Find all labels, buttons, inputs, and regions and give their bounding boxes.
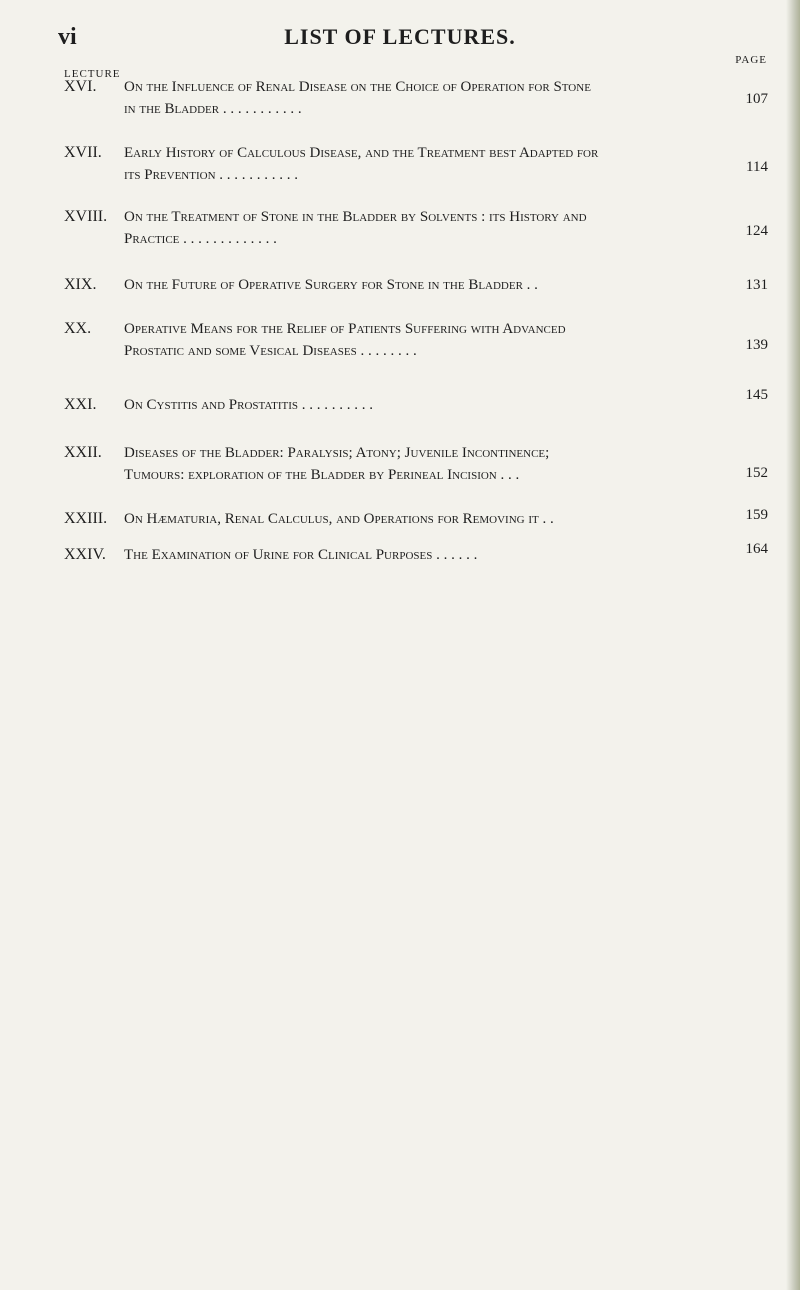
toc-entry: [64, 541, 776, 566]
page-folio: vi: [58, 24, 77, 50]
running-head-title: LIST OF LECTURES.: [284, 24, 516, 49]
page-ref: 159: [745, 507, 768, 523]
lecture-title: [124, 76, 776, 120]
title-line: On Cystitis and Prostatitis . . . . . . . . . .: [124, 397, 373, 413]
lecture-number: XVIII.: [64, 208, 108, 225]
lecture-number: XIX.: [64, 276, 97, 293]
lecture-number: XVII.: [64, 144, 102, 161]
lecture-title: [124, 508, 776, 530]
toc-entry: [64, 442, 776, 486]
page-ref: 131: [745, 277, 768, 293]
title-line: On Hæmaturia, Renal Calculus, and Operations for Removing it . .: [124, 511, 554, 527]
toc-entry: [64, 274, 776, 296]
lecture-title: [124, 142, 776, 186]
lecture-title: [124, 318, 776, 362]
lecture-title: [124, 442, 776, 486]
title-line: Prostatic and some Vesical Diseases . . . . . . . .: [124, 343, 417, 359]
page-column-label: PAGE: [735, 54, 767, 66]
toc-entry: [64, 508, 776, 530]
toc-entry: [64, 76, 776, 120]
title-line: The Examination of Urine for Clinical Purposes . . . . . .: [124, 547, 478, 563]
page-ref: 145: [745, 387, 768, 403]
page-edge-shadow: [786, 0, 800, 1290]
lecture-column-label: LECTURE: [64, 68, 121, 80]
title-line: in the Bladder . . . . . . . . . . .: [124, 101, 302, 117]
page-ref: 152: [745, 465, 768, 481]
lecture-title: [124, 274, 776, 296]
page-ref: 164: [745, 541, 768, 557]
title-line: Operative Means for the Relief of Patients Suffering with Advanced: [124, 321, 566, 337]
page-ref: 107: [745, 91, 768, 107]
title-line: On the Influence of Renal Disease on the Choice of Operation for Stone: [124, 79, 591, 95]
title-line: its Prevention . . . . . . . . . . .: [124, 167, 299, 183]
toc-entry: [64, 206, 776, 250]
title-line: Early History of Calculous Disease, and the Treatment best Adapted for: [124, 145, 599, 161]
lecture-number: XXI.: [64, 396, 97, 413]
page-ref: 114: [746, 159, 768, 175]
title-line: Tumours: exploration of the Bladder by Perineal Incision . . .: [124, 467, 520, 483]
lecture-number: XVI.: [64, 78, 97, 95]
lecture-number: XX.: [64, 320, 92, 337]
lecture-title: [124, 394, 776, 416]
lecture-number: XXIII.: [64, 510, 108, 527]
title-line: Practice . . . . . . . . . . . . .: [124, 231, 277, 247]
lecture-title: [124, 544, 776, 566]
toc-entry: [64, 318, 776, 362]
lecture-title: [124, 206, 776, 250]
title-line: Diseases of the Bladder: Paralysis; Atony; Juvenile Incontinence;: [124, 445, 550, 461]
page-ref: 124: [745, 223, 768, 239]
page-ref: 139: [745, 337, 768, 353]
lecture-number: XXIV.: [64, 546, 106, 563]
toc-entry: [64, 387, 776, 416]
lecture-number: XXII.: [64, 444, 102, 461]
title-line: On the Future of Operative Surgery for Stone in the Bladder . .: [124, 277, 538, 293]
toc-entry: [64, 142, 776, 186]
title-line: On the Treatment of Stone in the Bladder by Solvents : its History and: [124, 209, 587, 225]
